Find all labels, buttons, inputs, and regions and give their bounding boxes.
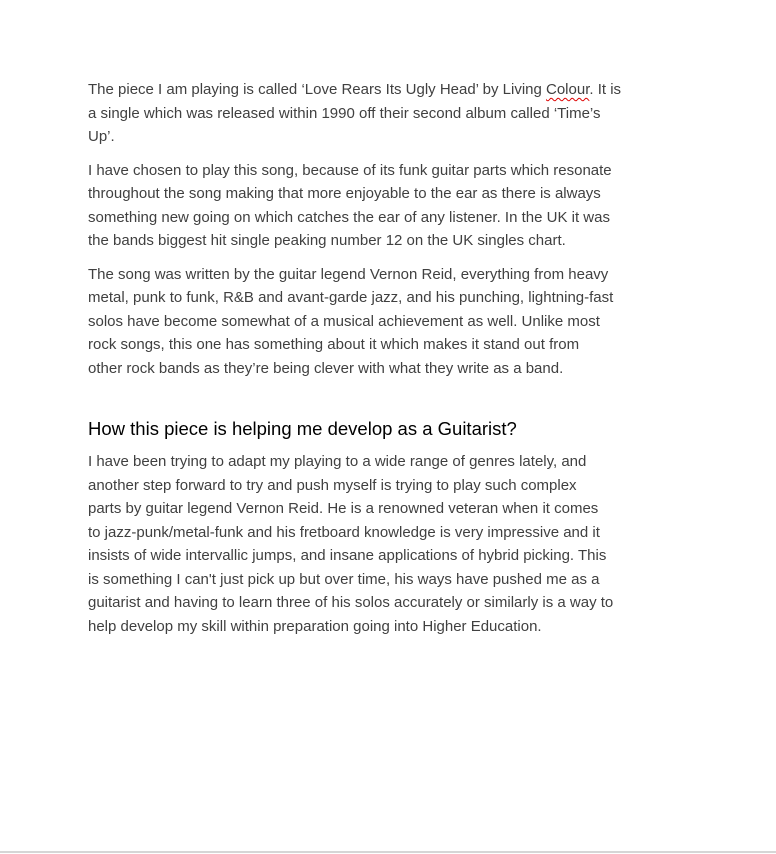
text-segment: other rock bands as they’re being clever with what they write as a band. (88, 359, 564, 377)
text-line (88, 521, 698, 545)
text-segment: another step forward to try and push myself is trying to play such complex (88, 476, 577, 494)
text-line (88, 357, 698, 381)
text-line (88, 497, 698, 521)
text-line (88, 333, 698, 357)
text-segment: solos have become somewhat of a musical achievement as well. Unlike most (88, 312, 600, 330)
text-segment: throughout the song making that more enjoyable to the ear as there is always (88, 185, 601, 202)
text-segment: insists of wide intervallic jumps, and insane applications of hybrid picking. This (88, 547, 607, 564)
text-segment: Up’. (88, 128, 115, 145)
text-segment: help develop my skill within preparation going into Higher Education. (88, 617, 542, 635)
text-line (88, 615, 698, 639)
text-segment: . It is (589, 81, 622, 98)
text-segment: the bands biggest hit single peaking number 12 on the UK singles chart. (88, 232, 566, 249)
paragraph (88, 450, 698, 638)
text-line (88, 182, 698, 206)
text-line (88, 310, 698, 334)
text-line (88, 591, 698, 615)
paragraph (88, 78, 698, 149)
text-line (88, 229, 698, 253)
text-segment: I have chosen to play this song, because of its funk guitar parts which resonate (88, 161, 612, 179)
text-line (88, 78, 698, 102)
text-line (88, 450, 698, 474)
text-line (88, 206, 698, 230)
body-text-bottom (88, 450, 698, 638)
text-segment: something new going on which catches the ear of any listener. In the UK it was (88, 208, 610, 226)
text-segment: The song was written by the guitar legend Vernon Reid, everything from heavy (88, 265, 609, 283)
paragraph (88, 159, 698, 253)
body-text-top (88, 78, 698, 380)
text-segment: metal, punk to funk, R&B and avant-garde jazz, and his punching, lightning-fast (88, 289, 614, 306)
text-segment: to jazz-punk/metal-funk and his fretboard knowledge is very impressive and it (88, 523, 600, 541)
text-segment: I have been trying to adapt my playing to a wide range of genres lately, and (88, 453, 587, 470)
page-bottom-edge (0, 851, 776, 853)
text-line (88, 474, 698, 498)
text-line (88, 159, 698, 183)
text-segment: a single which was released within 1990 off their second album called ‘Time’s (88, 104, 601, 122)
text-segment: parts by guitar legend Vernon Reid. He is a renowned veteran when it comes (88, 500, 599, 517)
text-segment: is something I can't just pick up but over time, his ways have pushed me as a (88, 570, 600, 588)
document-page (88, 78, 698, 648)
section-heading: How this piece is helping me develop as a Guitarist? (88, 418, 517, 439)
text-segment: The piece I am playing is called ‘Love Rears Its Ugly Head’ by Living (88, 81, 546, 98)
text-line (88, 544, 698, 568)
text-line (88, 102, 698, 126)
text-line (88, 125, 698, 149)
text-line (88, 568, 698, 592)
text-line (88, 263, 698, 287)
text-segment: guitarist and having to learn three of his solos accurately or similarly is a way to (88, 594, 614, 611)
misspelled-word: Colour (546, 81, 590, 98)
text-segment: rock songs, this one has something about it which makes it stand out from (88, 336, 580, 353)
text-line (88, 286, 698, 310)
paragraph (88, 263, 698, 381)
